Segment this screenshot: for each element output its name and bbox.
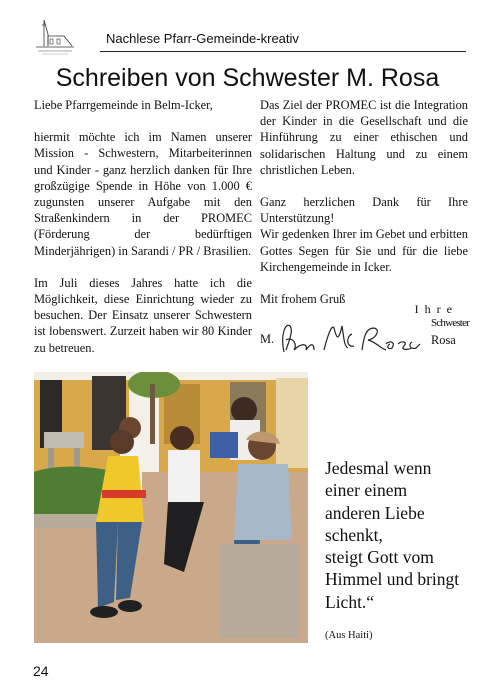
page-number: 24 [33, 663, 49, 679]
quote-line: Licht.“ [325, 591, 375, 612]
letter-paragraph: Das Ziel der PROMEC ist die Integration der Kinder in die Gesellschaft und die Hinführung zu einer ethischen und solidarischen Haltung und zu einem christlichen Leben. [260, 98, 468, 177]
quote-line: Himmel und bringt [325, 569, 460, 590]
header-title: Nachlese Pfarr-Gemeinde-kreativ [106, 31, 299, 46]
signature-schwester: Schwester [431, 317, 470, 329]
page-title: Schreiben von Schwester M. Rosa [55, 64, 440, 92]
signature-name: Rosa [431, 333, 456, 347]
signature-initial: M. [260, 332, 275, 346]
parish-logo [34, 16, 76, 60]
salutation: Liebe Pfarrgemeinde in Belm-Icker, [34, 98, 213, 112]
quote-line: anderen Liebe [325, 502, 425, 523]
signature-block [260, 300, 470, 364]
letter-paragraph: Wir gedenken Ihrer im Gebet und erbitten Gottes Segen für Sie und für die liebe Kirchengemeinde in Icker. [260, 227, 468, 274]
letter-paragraph: Ganz herzlichen Dank für Ihre Unterstützung! [260, 195, 468, 226]
letter-left-column [34, 97, 252, 356]
quote-line: Jedesmal wenn [325, 458, 432, 478]
quote [325, 457, 485, 613]
children-photo [34, 372, 308, 643]
quote-line: schenkt, [325, 524, 383, 545]
quote-source: (Aus Haiti) [325, 630, 373, 641]
letter-right-column [260, 97, 468, 307]
handwritten-signature [276, 314, 424, 358]
letter-paragraph: Im Juli dieses Jahres hatte ich die Möglichkeit, diese Einrichtung wieder zu besuchen. Der Einsatz unserer Schwestern ist lobenswert. Zurzeit haben wir 80 Kinder zu betreuen. [34, 275, 252, 355]
header-rule [100, 51, 466, 52]
closing: Mit frohem Gruß [260, 292, 346, 307]
quote-line: steigt Gott vom [325, 547, 434, 568]
signature-ihre: Ihre [414, 302, 458, 316]
quote-line: einer einem [325, 480, 408, 501]
letter-paragraph: hiermit möchte ich im Namen unserer Mission - Schwestern, Mitarbeiterinnen und Kinder - ganz herzlich danken für Ihre großzügige Spende in Höhe von 1.000 € zugunsten unserer Aufgabe mit den Straßenkindern in der PROMEC (Förderung der bedürftigen Minderjährigen) in Sarandi / PR / Brasilien. [34, 130, 252, 258]
